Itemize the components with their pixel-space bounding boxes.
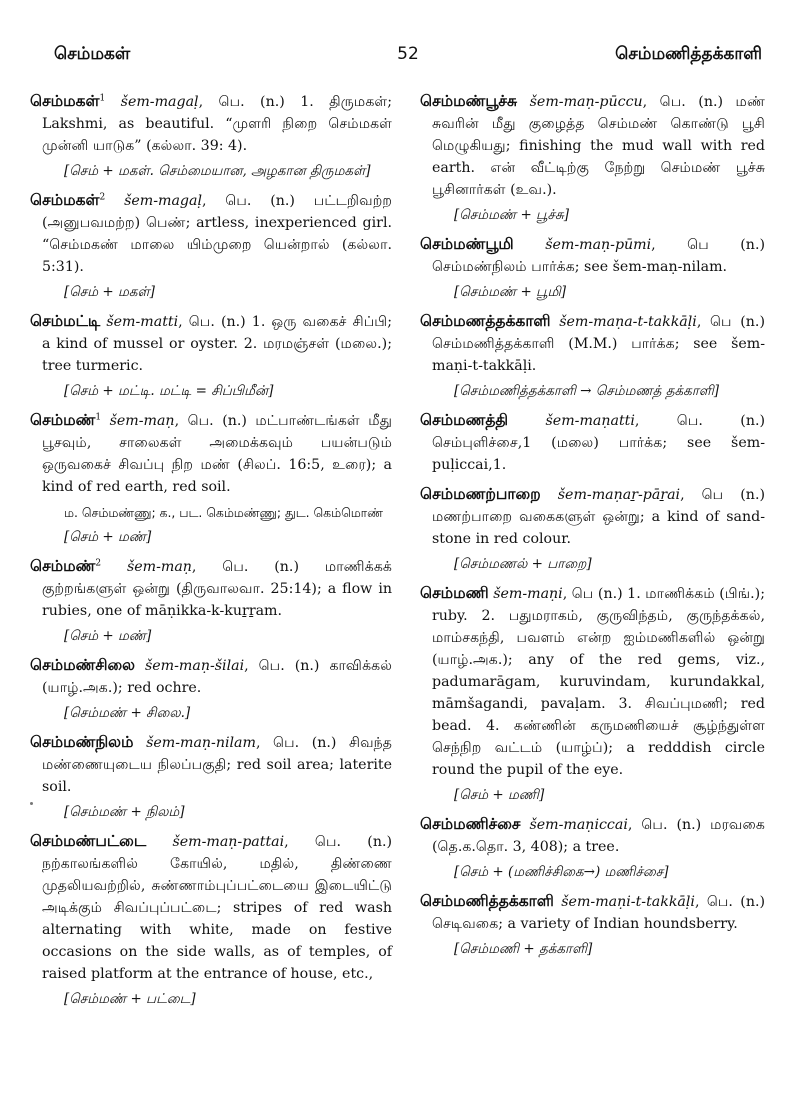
etymology: [செம் + மட்டி. மட்டி = சிப்பிமீன்] [64,383,274,399]
page-header [54,44,762,72]
entry-text [420,890,765,935]
dictionary-entry [420,483,765,575]
etymology: [செம்மண் + பட்டை] [64,991,196,1007]
page-number: 52 [397,44,419,64]
definition: , பெ (n.) 1. மாணிக்கம் (பிங்.); ruby. 2. பதுமராகம், குருவிந்தம், குருந்தக்கல், மாம்சகந்தி, பவளம் என்ற ஐம்மணிகளில் ஒன்று (யாழ்.அக.); any of the red gems, viz., padumarāgam, kuruvindam, kurundakkal, māmšagandi, pavaḷam. 3. சிவப்புமணி; red bead. 4. கண்ணின் கருமணியைச் சூழ்ந்துள்ள செந்நிற வட்டம் (யாழ்ப்); a redddish circle round the pupil of the eye. [432,586,765,778]
entry-text [420,310,765,377]
transliteration: šem-maṇ-šilai [145,658,245,674]
transliteration: šem-magaḷ [124,193,202,209]
dictionary-entry [420,409,765,476]
homonym-number: 1 [99,93,106,104]
definition: , பெ. (n.) செடிவகை; a variety of Indian houndsberry. [432,894,765,932]
definition: , பெ. (n.) காவிக்கல் (யாழ்.அக.); red ochre. [42,658,392,696]
headword: செம்மண் [30,557,96,575]
definition: , பெ. (n.) நற்காலங்களில் கோயில், மதில், திண்ணை முதலியவற்றில், சுண்ணாம்புப்பட்டையை இடையிட்டு அடிக்கும் சிவப்புப்பட்டை; stripes of red wash alternating with white, made on festive occasions on the side walls, as of temples, of raised platform at the entrance of house, etc., [42,834,392,982]
dictionary-entry [30,409,392,548]
left-column [30,90,392,1017]
cognates: ம. செம்மண்ணு; க., பட. கெம்மண்ணு; துட. கெம்மொண் [64,505,383,520]
dictionary-entry [420,813,765,883]
dictionary-entry [30,310,392,402]
dictionary-entry [30,555,392,647]
headword: செம்மகள் [30,92,100,110]
etymology: [செம் + மணி] [454,787,545,803]
dictionary-entry [420,890,765,960]
etymology: [செம்மண் + பூச்சு] [454,207,570,223]
transliteration: šem-maṇiccai [529,817,628,833]
definition: , பெ. (n.) மண் சுவரின் மீது குழைத்த செம்மண் கொண்டு பூசி மெழுகியது; finishing the mud wall with red earth. என் வீட்டிற்கு நேற்று செம்மண் பூச்சு பூசினார்கள் (உவ.). [432,94,765,198]
transliteration: šem-maṇi-t-takkāḷi [561,894,695,910]
entry-text [30,189,392,278]
headword: செம்மட்டி [30,312,101,330]
transliteration: šem-maṇatti [545,413,635,429]
dictionary-entry [420,90,765,226]
definition: , பெ. (n.) மட்பாண்டங்கள் மீது பூசவும், சாலைகள் அமைக்கவும் பயன்படும் ஒருவகைச் சிவப்பு நிற மண் (சிலப். 16:5, உரை); a kind of red earth, red soil. [42,413,393,495]
etymology: [செம் + மகள். செம்மையான, அழகான திருமகள்] [64,163,371,179]
entry-text [420,233,765,278]
headword: செம்மண் [30,411,96,429]
etymology: [செம்மண் + சிலை.] [64,705,191,721]
dictionary-entry [30,830,392,1010]
headword: செம்மணத்தி [420,411,509,429]
transliteration: šem-maṇa-t-takkāḷi [559,314,697,330]
headword: செம்மணி [420,584,489,602]
etymology: [செம் + மண்] [64,628,152,644]
transliteration: šem-matti [106,314,179,330]
definition: , பெ. (n.) 1. திருமகள்; Lakshmi, as beautiful. “முளரி நிறை செம்மகள் முன்னி யாடுக” (கல்லா. 39: 4). [42,94,393,154]
headword: செம்மண்பூமி [420,235,514,253]
dictionary-entry [30,189,392,303]
definition: , பெ (n.) செம்மண்நிலம் பார்க்க; see šem-maṇ-nilam. [432,237,765,275]
entry-text [30,830,392,985]
transliteration: šem-magaḷ [120,94,199,110]
entry-text [30,731,392,798]
headword: செம்மண்பூச்சு [420,92,518,110]
dictionary-entry [30,654,392,724]
header-left-guideword: செம்மகள் [54,44,131,64]
entry-text [420,409,765,476]
entry-text [30,90,392,157]
etymology: [செம்மணித்தக்காளி → செம்மணத் தக்காளி] [454,383,720,399]
entry-text [30,654,392,699]
homonym-number: 1 [95,412,102,423]
transliteration: šem-maṇi [493,586,563,602]
headword: செம்மணத்தக்காளி [420,312,551,330]
definition: , பெ. (n.) மாணிக்கக் குற்றங்களுள் ஒன்று (திருவாலவா. 25:14); a flow in rubies, one of māṇikka-k-kuṟṟam. [42,559,392,619]
homonym-number: 2 [99,192,106,203]
entry-text [420,813,765,858]
headword: செம்மணித்தக்காளி [420,892,554,910]
transliteration: šem-maṇ-pattai [172,834,285,850]
headword: செம்மண்நிலம் [30,733,134,751]
entry-text [30,409,392,498]
transliteration: šem-maṇ-nilam [146,735,256,751]
entry-text [420,90,765,201]
definition: , பெ. (n.) செம்புளிச்சை,1 (மலை) பார்க்க; see šem-puḷiccai,1. [432,413,765,473]
dictionary-entry [420,233,765,303]
transliteration: šem-maṇ [126,559,192,575]
homonym-number: 2 [95,558,102,569]
stray-mark [30,802,33,805]
etymology: [செம் + மண்] [64,529,152,545]
definition: , பெ. (n.) சிவந்த மண்ணையுடைய நிலப்பகுதி; red soil area; laterite soil. [42,735,392,795]
etymology: [செம்மண் + நிலம்] [64,804,185,820]
headword: செம்மண்சிலை [30,656,135,674]
definition: , பெ (n.) செம்மணித்தக்காளி (M.M.) பார்க்க; see šem-maṇi-t-takkāḷi. [432,314,765,374]
entry-text [420,582,765,781]
definition: , பெ. (n.) மரவகை (தெ.க.தொ. 3, 408); a tree. [432,817,765,855]
dictionary-entry [30,90,392,182]
definition: , பெ (n.) மணற்பாறை வகைகளுள் ஒன்று; a kind of sand-stone in red colour. [432,487,765,547]
entry-text [30,555,392,622]
dictionary-entry [30,731,392,823]
transliteration: šem-maṇaṟ-pāṟai [557,487,681,503]
etymology: [செம்மண் + பூமி] [454,284,567,300]
etymology: [செம்மணி + தக்காளி] [454,941,593,957]
entry-text [30,310,392,377]
definition: , பெ. (n.) 1. ஒரு வகைச் சிப்பி; a kind of mussel or oyster. 2. மரமஞ்சள் (மலை.); tree turmeric. [42,314,392,374]
dictionary-entry [420,310,765,402]
definition: , பெ. (n.) பட்டறிவற்ற (அனுபவமற்ற) பெண்; artless, inexperienced girl. “செம்மகண் மாலை யிம்முறை யென்றால் (கல்லா. 5:31). [42,193,393,275]
headword: செம்மண்பட்டை [30,832,147,850]
headword: செம்மணிச்சை [420,815,521,833]
transliteration: šem-maṇ-pūccu [529,94,643,110]
transliteration: šem-maṇ-pūmi [545,237,652,253]
right-column [420,90,765,967]
headword: செம்மணற்பாறை [420,485,541,503]
entry-text [420,483,765,550]
header-right-guideword: செம்மணித்தக்காளி [615,44,762,64]
transliteration: šem-maṇ [109,413,175,429]
etymology: [செம்மணல் + பாறை] [454,556,592,572]
headword: செம்மகள் [30,191,100,209]
dictionary-entry [420,582,765,806]
etymology: [செம் + மகள்] [64,284,155,300]
etymology: [செம் + (மணிச்சிகை→) மணிச்சை] [454,864,669,880]
